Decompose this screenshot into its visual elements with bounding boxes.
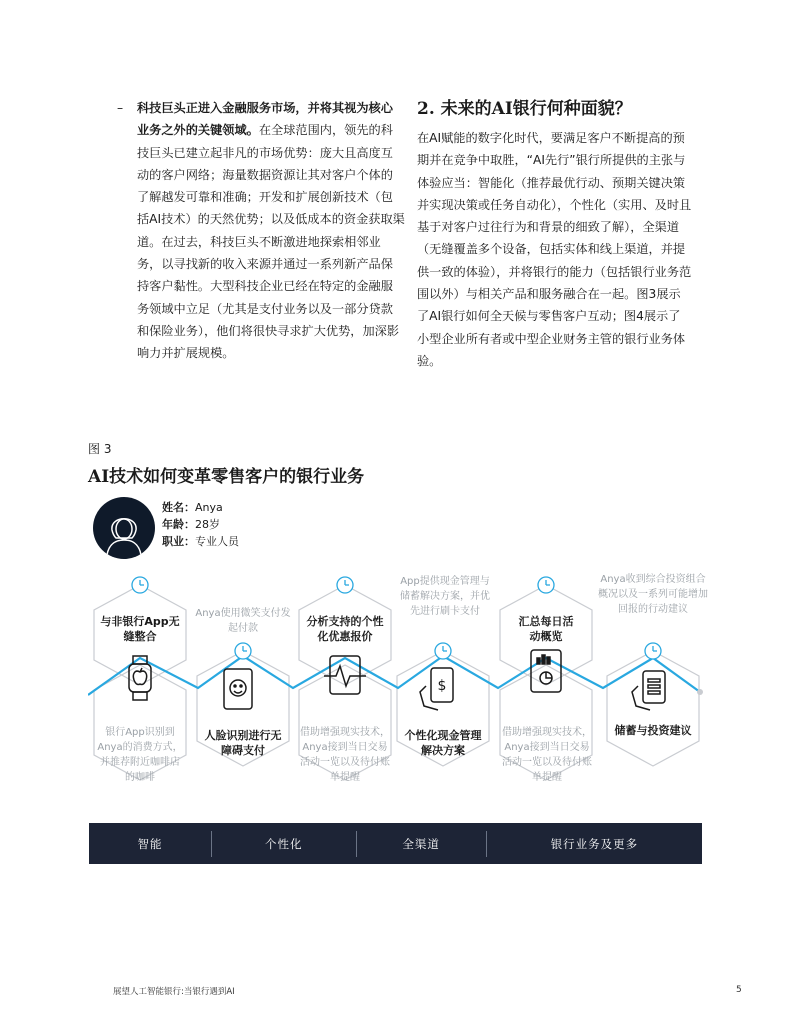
profile-info — [162, 499, 239, 550]
bullet-dash: – — [117, 101, 124, 115]
profile-name-row — [162, 499, 239, 516]
heartbeat-icon — [324, 656, 366, 694]
figure-title: AI技术如何变革零售客户的银行业务 — [88, 467, 365, 487]
page-number: 5 — [736, 985, 742, 995]
bar-item-banking-and-beyond: 银行业务及更多 — [550, 836, 639, 851]
smartwatch-icon — [129, 656, 151, 700]
step5-caption: 借助增强现实技术，Anya接到当日交易活动一览以及待付账单提醒 — [502, 727, 592, 783]
profile-job-row — [162, 533, 239, 550]
section-title: 2. 未来的AI银行何种面貌？ — [417, 99, 632, 119]
capability-bar — [89, 823, 702, 864]
step3-label: 分析支持的个性化优惠报价 — [306, 615, 384, 643]
footer-title: 展望人工智能银行:当银行遇到AI — [113, 987, 235, 997]
figure-label: 图 3 — [88, 442, 112, 456]
bold-lead-sentence: 科技巨头正进入金融服务市场，并将其视为核心业务之外的关键领域。 — [137, 101, 393, 138]
step5-label: 汇总每日活动概览 — [518, 615, 574, 643]
step2-label: 人脸识别进行无障碍支付 — [204, 729, 282, 757]
bar-item-omnichannel: 全渠道 — [402, 836, 440, 851]
bar-item-intelligent: 智能 — [137, 836, 163, 851]
step6-caption: Anya收到综合投资组合概况以及一系列可能增加回报的行动建议 — [598, 574, 708, 615]
step3-caption: 借助增强现实技术，Anya接到当日交易活动一览以及待付账单提醒 — [300, 727, 390, 783]
age-key: 年龄： — [162, 518, 195, 531]
bar-item-personalized: 个性化 — [265, 836, 303, 851]
face-id-icon — [224, 669, 252, 709]
job-key: 职业： — [162, 535, 195, 548]
step6-label: 储蓄与投资建议 — [614, 724, 692, 737]
right-column — [417, 97, 692, 372]
left-column-body: 在全球范围内，领先的科技巨头已建立起非凡的市场优势：庞大且高度互动的客户网络；海量数据资源让其对客户个体的了解越发可靠和准确；开发和扩展创新技术（包括AI技术）的天然优势；以及低成本的资金获取渠道。在过去，科技巨头不断激进地探索相邻业务，以寻找新的收入来源并通过一系列新产品保持客户黏性。大型科技企业已经在特定的金融服务领域中立足（尤其是支付业务以及一部分贷款和保险业务），他们将很快寻求扩大优势，加深影响力并扩展规模。 — [137, 123, 405, 361]
profile-age-row — [162, 516, 239, 533]
person-icon — [93, 497, 155, 559]
avatar — [93, 497, 155, 559]
age-value: 28岁 — [195, 518, 220, 531]
job-value: 专业人员 — [195, 535, 239, 548]
savings-icon — [632, 671, 665, 710]
step4-caption: App提供现金管理与储蓄解决方案，并优先进行刷卡支付 — [400, 576, 490, 617]
step2-caption: Anya使用微笑支付发起付款 — [195, 608, 291, 634]
step1-caption: 银行App识别到Anya的消费方式，并推荐附近咖啡店的咖啡 — [97, 727, 183, 783]
customer-journey-diagram — [88, 568, 708, 808]
hex-6 — [607, 651, 699, 766]
name-value: Anya — [195, 501, 223, 514]
svg-text:$: $ — [437, 678, 447, 694]
name-key: 姓名： — [162, 501, 195, 514]
right-column-body: 在AI赋能的数字化时代，要满足客户不断提高的预期并在竞争中取胜，“AI先行”银行所提供的主张与体验应当：智能化（推荐最优行动、预期关键决策并实现决策或任务自动化），个性化（实用、及时且基于对客户过往行为和背景的细致了解），全渠道（无缝覆盖多个设备，包括实体和线上渠道，并提供一致的体验），并将银行的能力（包括银行业务范围以外）与相关产品和服务融合在一起。图3展示了AI银行如何全天候与零售客户互动；图4展示了小型企业所有者或中型企业财务主管的银行业务体验。 — [417, 131, 692, 368]
mobile-payment-icon — [420, 668, 453, 710]
left-column-text — [117, 97, 405, 365]
step1-label: 与非银行App无缝整合 — [100, 615, 180, 643]
step4-label: 个性化现金管理解决方案 — [404, 729, 482, 757]
